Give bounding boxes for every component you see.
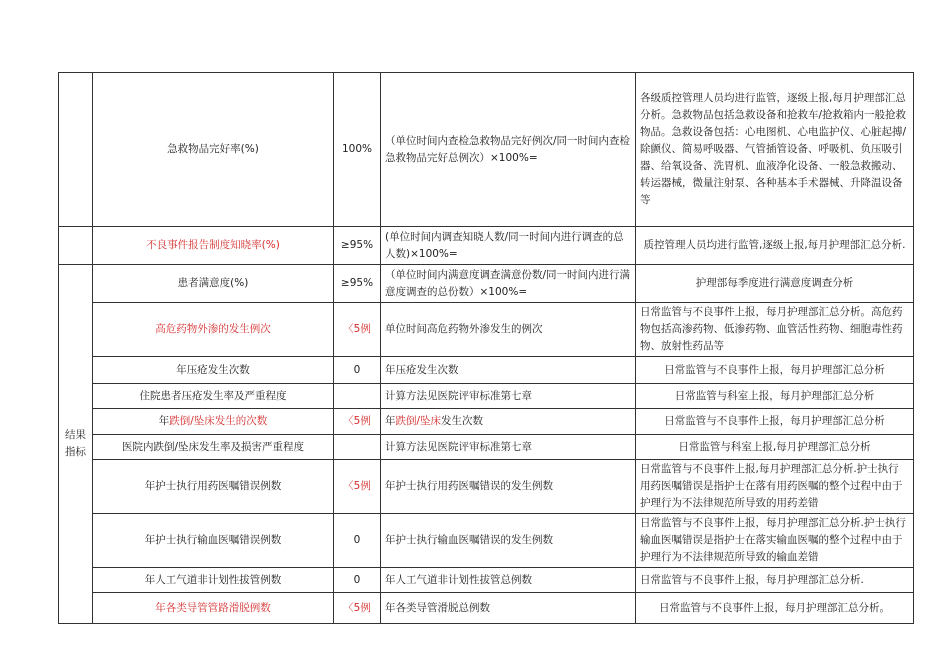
indicator-name: 年压疮发生次数 [93,357,334,384]
target-value: 〈5例 [334,303,381,357]
indicator-name: 住院患者压疮发生率及严重程度 [93,384,334,409]
target-value: 0 [334,568,381,593]
target-value: 〈5例 [334,460,381,514]
note-text: 日常监管与不良事件上报，每月护理部汇总分析。高危药物包括高渗药物、低渗药物、血管活性药物、细胞毒性药物、放射性药品等 [636,303,914,357]
formula-text: 年人工气道非计划性拔管总例数 [381,568,636,593]
note-text: 日常监管与不良事件上报，每月护理部汇总分析. [636,568,914,593]
note-text: 日常监管与不良事件上报，每月护理部汇总分析 [636,409,914,435]
table-row [59,73,914,227]
indicator-name: 不良事件报告制度知晓率(%) [93,227,334,265]
table-row [59,514,914,568]
formula-text [381,409,636,435]
table-row [59,593,914,624]
target-value: 0 [334,357,381,384]
formula-suffix: 发生次数 [441,415,484,427]
formula-text: （单位时间内满意度调查满意份数/同一时间内进行满意度调查的总份数）×100%= [381,265,636,303]
formula-text: 计算方法见医院评审标准第七章 [381,384,636,409]
table-row [59,409,914,435]
target-value [334,384,381,409]
target-value: 0 [334,514,381,568]
target-value: 100% [334,73,381,227]
indicator-name: 年人工气道非计划性拔管例数 [93,568,334,593]
indicator-name [93,409,334,435]
formula-text: 年护士执行用药医嘱错误的发生例数 [381,460,636,514]
note-text: 日常监管与科室上报，每月护理部汇总分析 [636,384,914,409]
note-text: 日常监管与不良事件上报,每月护理部汇总分析.护士执行用药医嘱错误是指护士在落有用药医嘱的整个过程中由于护理行为不法律规范所导致的用药差错 [636,460,914,514]
note-text: 各级质控管理人员均进行监管，逐级上报,每月护理部汇总分析。急救物品包括急救设备和抢救车/抢救箱内一般抢救物品。急救设备包括：心电图机、心电监护仪、心脏起搏/除颤仪、简易呼吸器、气管插管设备、呼吸机、负压吸引器、给氧设备、洗胃机、血液净化设备、一般急救搬动、转运器械，微量注射泵、各种基本手术器械、升降温设备等 [636,73,914,227]
formula-prefix: 年 [385,415,396,427]
target-value: ≥95% [334,227,381,265]
note-text: 日常监管与不良事件上报，每月护理部汇总分析.护士执行输血医嘱错误是指护士在落实输血医嘱的整个过程中由于护理行为不法律规范所导致的输血差错 [636,514,914,568]
formula-highlight: 跌倒/坠床 [395,415,442,427]
indicator-name-suffix: 发生的次数 [214,415,268,427]
formula-text: (单位时间内调查知晓人数/同一时间内进行调查的总人数)×100%= [381,227,636,265]
indicator-name: 年护士执行用药医嘱错误例数 [93,460,334,514]
indicator-name: 医院内跌倒/坠床发生率及损害严重程度 [93,435,334,460]
note-text: 质控管理人员均进行监管,逐级上报,每月护理部汇总分析. [636,227,914,265]
table-row [59,460,914,514]
table-row [59,384,914,409]
indicator-name: 急救物品完好率(%) [93,73,334,227]
target-value: 〈5例 [334,593,381,624]
note-text: 护理部每季度进行满意度调查分析 [636,265,914,303]
table-row [59,357,914,384]
indicator-name-prefix: 年 [158,415,170,427]
indicator-name: 年护士执行输血医嘱错误例数 [93,514,334,568]
target-value: 〈5例 [334,409,381,435]
note-text: 日常监管与不良事件上报，每月护理部汇总分析。 [636,593,914,624]
table-row [59,265,914,303]
formula-text: 年各类导管滑脱总例数 [381,593,636,624]
formula-text: （单位时间内查检急救物品完好例次/同一时间内查检急救物品完好总例次）×100%= [381,73,636,227]
note-text: 日常监管与不良事件上报，每月护理部汇总分析 [636,357,914,384]
formula-text: 单位时间高危药物外渗发生的例次 [381,303,636,357]
target-value [334,435,381,460]
formula-text: 计算方法见医院评审标准第七章 [381,435,636,460]
note-text: 日常监管与科室上报,每月护理部汇总分析 [636,435,914,460]
table-row [59,227,914,265]
formula-text: 年护士执行输血医嘱错误的发生例数 [381,514,636,568]
target-value: ≥95% [334,265,381,303]
indicator-name-highlight: 跌倒/坠床 [169,415,215,427]
indicator-name: 高危药物外渗的发生例次 [93,303,334,357]
quality-indicator-table [58,72,914,624]
formula-text: 年压疮发生次数 [381,357,636,384]
category-label: 结果指标 [59,265,93,624]
table-row [59,303,914,357]
category-cell [59,73,93,227]
indicator-name: 患者满意度(%) [93,265,334,303]
indicator-name: 年各类导管管路滑脱例数 [93,593,334,624]
category-cell [59,227,93,265]
table-row [59,435,914,460]
table-row [59,568,914,593]
